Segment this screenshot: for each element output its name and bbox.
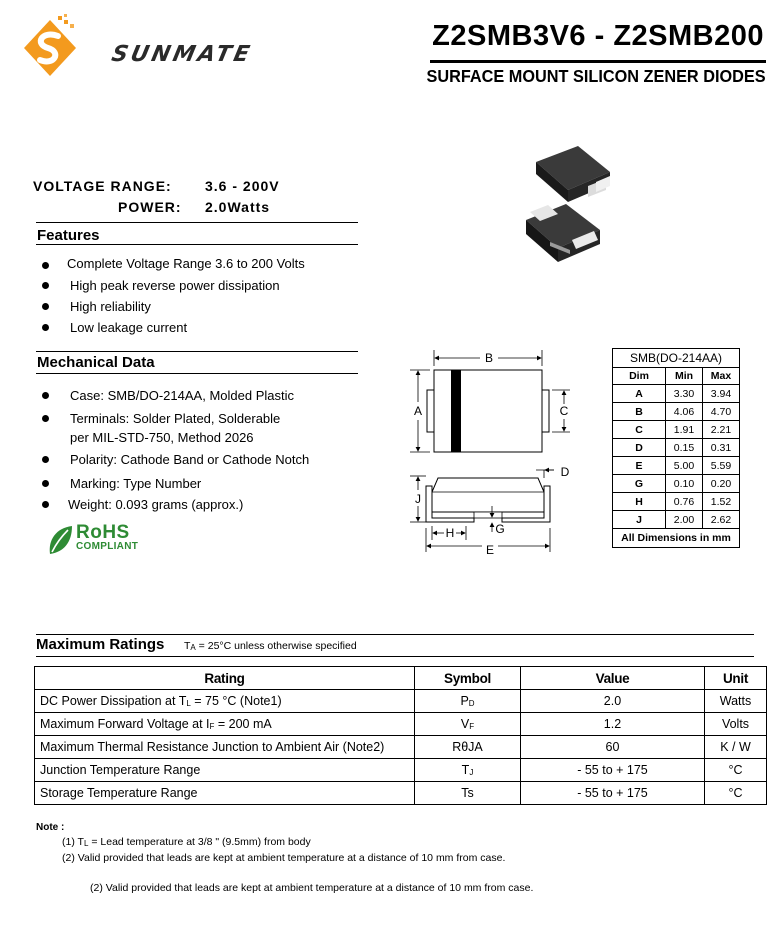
mechanical-item: Marking: Type Number	[42, 476, 362, 497]
feature-item: High peak reverse power dissipation	[42, 278, 362, 299]
table-row: G 0.10 0.20	[613, 475, 740, 493]
table-row	[35, 690, 767, 713]
rating-cell: Maximum Thermal Resistance Junction to Ambient Air (Note2)	[35, 736, 415, 759]
title-underline	[430, 60, 766, 63]
value-cell: - 55 to + 175	[521, 782, 705, 805]
dim-label-c: C	[559, 404, 569, 418]
bullet-icon	[42, 324, 49, 331]
symbol-header: Symbol	[415, 667, 521, 690]
table-row: D 0.15 0.31	[613, 439, 740, 457]
note-2-repeat: (2) Valid provided that leads are kept at ambient temperature at a distance of 10 mm from case.	[90, 882, 534, 894]
value-cell: 2.0	[521, 690, 705, 713]
ratings-condition: $T_A = 25^\circ C$ unless otherwise specified	[184, 640, 357, 652]
rating-cell: Maximum Forward Voltage at $I_F = 200$ mA	[35, 713, 415, 736]
features-top-rule	[36, 222, 358, 223]
part-number-title: Z2SMB3V6 - Z2SMB200	[432, 20, 764, 52]
value-cell: 1.2	[521, 713, 705, 736]
component-package-image	[518, 142, 628, 277]
ratings-heading: Maximum Ratings	[36, 636, 165, 653]
note-1: (1) $T_L$ = Lead temperature at 3/8 " (9.5mm) from body	[62, 836, 311, 848]
unit-cell: °C	[705, 782, 767, 805]
dim-label-b: B	[484, 351, 494, 365]
power-label: POWER:	[118, 199, 182, 215]
bullet-icon	[42, 303, 49, 310]
table-row: A 3.30 3.94	[613, 385, 740, 403]
feature-item: High reliability	[42, 299, 362, 320]
value-header: Value	[521, 667, 705, 690]
mechanical-heading: Mechanical Data	[37, 354, 155, 371]
unit-header: Unit	[705, 667, 767, 690]
table-row	[35, 713, 767, 736]
symbol-cell: $V_F$	[415, 713, 521, 736]
feature-item: Complete Voltage Range 3.6 to 200 Volts	[42, 256, 362, 278]
features-bottom-rule	[36, 244, 358, 245]
mechanical-item: Case: SMB/DO-214AA, Molded Plastic	[42, 388, 362, 411]
table-row: E 5.00 5.59	[613, 457, 740, 475]
rohs-compliant-label: COMPLIANT	[76, 541, 139, 552]
table-row	[35, 736, 767, 759]
bullet-icon	[42, 480, 49, 487]
brand-logo-icon	[20, 14, 80, 86]
rohs-leaf-icon	[46, 524, 74, 556]
table-row	[35, 759, 767, 782]
rohs-label: RoHS	[76, 522, 130, 543]
unit-cell: Watts	[705, 690, 767, 713]
bullet-icon	[42, 415, 49, 422]
rating-cell: DC Power Dissipation at $T_L = 75$ °C (Note1)	[35, 690, 415, 713]
table-row	[35, 782, 767, 805]
table-row: B 4.06 4.70	[613, 403, 740, 421]
mechanical-top-rule	[36, 351, 358, 352]
features-heading: Features	[37, 227, 100, 244]
dimensions-table	[612, 348, 740, 548]
mechanical-bottom-rule	[36, 373, 358, 374]
package-dimension-diagram	[404, 346, 574, 564]
ratings-top-rule	[36, 634, 754, 635]
dimensions-footer: All Dimensions in mm	[613, 529, 740, 548]
features-list	[42, 256, 362, 341]
mechanical-item: Terminals: Solder Plated, Solderable	[42, 411, 362, 430]
power-value: 2.0Watts	[205, 199, 271, 215]
bullet-icon	[42, 456, 49, 463]
symbol-cell: $T_J$	[415, 759, 521, 782]
bullet-icon	[42, 282, 49, 289]
dim-label-d: D	[560, 465, 570, 479]
dimensions-caption: SMB(DO-214AA)	[613, 349, 740, 368]
notes-label: Note :	[36, 822, 65, 833]
document-subtitle: SURFACE MOUNT SILICON ZENER DIODES	[426, 66, 766, 86]
symbol-cell: Ts	[415, 782, 521, 805]
rohs-badge	[76, 524, 138, 552]
rating-cell: Junction Temperature Range	[35, 759, 415, 782]
brand-name: SUNMATE	[109, 42, 255, 67]
mechanical-list	[42, 388, 362, 518]
table-row: C 1.91 2.21	[613, 421, 740, 439]
mechanical-item: Polarity: Cathode Band or Cathode Notch	[42, 452, 362, 476]
bullet-icon	[42, 392, 49, 399]
voltage-range-label: VOLTAGE RANGE:	[33, 178, 172, 194]
unit-cell: °C	[705, 759, 767, 782]
table-row: H 0.76 1.52	[613, 493, 740, 511]
dim-header: Dim	[613, 368, 666, 385]
value-cell: 60	[521, 736, 705, 759]
mechanical-item: Weight: 0.093 grams (approx.)	[42, 497, 362, 518]
max-header: Max	[703, 368, 740, 385]
bullet-icon	[42, 262, 49, 269]
symbol-cell: $P_D$	[415, 690, 521, 713]
bullet-icon	[42, 501, 49, 508]
table-row: J 2.00 2.62	[613, 511, 740, 529]
voltage-range-value: 3.6 - 200V	[205, 178, 280, 194]
dim-label-e: E	[485, 543, 495, 557]
ratings-table	[34, 666, 767, 805]
rating-cell: Storage Temperature Range	[35, 782, 415, 805]
notes-block	[36, 821, 505, 865]
dim-label-g: G	[495, 522, 505, 536]
unit-cell: Volts	[705, 713, 767, 736]
unit-cell: K / W	[705, 736, 767, 759]
min-header: Min	[666, 368, 703, 385]
note-2: (2) Valid provided that leads are kept at ambient temperature at a distance of 10 mm from case.	[62, 852, 506, 864]
dim-label-a: A	[413, 404, 423, 418]
feature-item: Low leakage current	[42, 320, 362, 341]
ratings-bottom-rule	[36, 656, 754, 657]
mechanical-item: per MIL-STD-750, Method 2026	[70, 430, 254, 445]
value-cell: - 55 to + 175	[521, 759, 705, 782]
symbol-cell: RθJA	[415, 736, 521, 759]
dim-label-h: H	[445, 526, 455, 540]
rating-header: Rating	[35, 667, 415, 690]
dim-label-j: J	[415, 492, 421, 506]
